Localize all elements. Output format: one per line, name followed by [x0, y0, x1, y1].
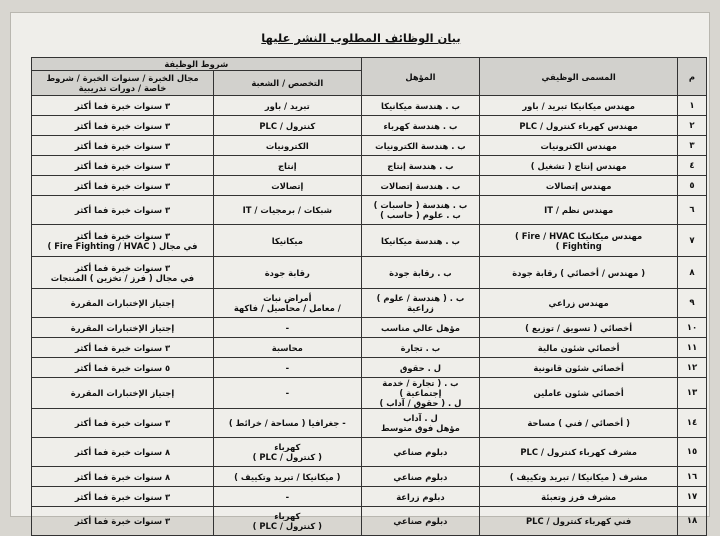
- table-row: [32, 487, 707, 507]
- row-qualification: ب . ( هندسة / علوم ) زراعية: [361, 289, 480, 318]
- cell-line: ل . آداب: [403, 413, 438, 423]
- row-qualification: دبلوم صناعي: [361, 438, 480, 467]
- table-row: [32, 289, 707, 318]
- cell-line: ٣ سنوات خبرة فما أكثر: [74, 230, 171, 241]
- row-num: ١: [678, 96, 707, 116]
- cell-line: ب . هندسة ( حاسبات ): [373, 200, 468, 210]
- row-num: ٩: [678, 289, 707, 318]
- table-row: [32, 116, 707, 136]
- row-qualification: [361, 409, 480, 438]
- row-job-title: [480, 225, 678, 257]
- row-job-title: مهندس إنتاج ( تشغيل ): [480, 156, 678, 176]
- header-job-title: المسمى الوظيفي: [480, 58, 678, 96]
- row-job-title: مشرف فرز وتعبئة: [480, 487, 678, 507]
- row-experience: ٣ سنوات خبرة فما أكثر: [32, 116, 214, 136]
- row-qualification: [361, 378, 480, 409]
- cell-line: / معامل / محاصيل / فاكهة: [233, 303, 341, 313]
- row-experience: إجتياز الإختبارات المقررة: [32, 378, 214, 409]
- row-num: ١٤: [678, 409, 707, 438]
- row-experience: ٨ سنوات خبرة فما أكثر: [32, 438, 214, 467]
- row-specialization: ميكانيكا: [213, 225, 361, 257]
- row-experience: ٣ سنوات خبرة فما أكثر: [32, 409, 214, 438]
- row-num: ٣: [678, 136, 707, 156]
- table-row: [32, 467, 707, 487]
- row-experience: [32, 225, 214, 257]
- row-specialization: كنترول / PLC: [213, 116, 361, 136]
- row-experience: ٣ سنوات خبرة فما أكثر: [32, 176, 214, 196]
- row-job-title: فني كهرباء كنترول / PLC: [480, 507, 678, 536]
- row-experience: ٣ سنوات خبرة فما أكثر: [32, 338, 214, 358]
- row-specialization: [213, 507, 361, 536]
- row-experience: ٨ سنوات خبرة فما أكثر: [32, 467, 214, 487]
- row-qualification: [361, 196, 480, 225]
- row-qualification: ب . تجارة: [361, 338, 480, 358]
- cell-line: ب . ( تجارة / خدمة إجتماعية ): [382, 378, 459, 398]
- row-specialization: رقابة جودة: [213, 257, 361, 289]
- cell-line: كهرباء: [274, 511, 301, 521]
- table-row: [32, 338, 707, 358]
- document-sheet: [10, 12, 710, 531]
- cell-line: مهندس ميكانيكا Fire / HVAC ): [515, 230, 643, 241]
- cell-line: أمراض نبات: [263, 293, 312, 303]
- table-row: [32, 225, 707, 257]
- row-experience: ٣ سنوات خبرة فما أكثر: [32, 136, 214, 156]
- row-specialization: -: [213, 487, 361, 507]
- row-job-title: مهندس إتصالات: [480, 176, 678, 196]
- header-experience: مجال الخبرة / سنوات الخبرة / شروط خاصة / دورات تدريبية: [32, 71, 214, 96]
- row-qualification: ل . حقوق: [361, 358, 480, 378]
- row-job-title: مهندس الكترونيات: [480, 136, 678, 156]
- row-num: ١١: [678, 338, 707, 358]
- table-row: [32, 409, 707, 438]
- row-job-title: أخصائي شئون عاملين: [480, 378, 678, 409]
- row-specialization: إنتاج: [213, 156, 361, 176]
- row-job-title: ( أخصائي / فني ) مساحة: [480, 409, 678, 438]
- cell-line: ( كنترول / PLC ): [252, 452, 322, 462]
- cell-line: كهرباء: [274, 442, 301, 452]
- row-specialization: محاسبة: [213, 338, 361, 358]
- row-num: ١٠: [678, 318, 707, 338]
- table-row: [32, 318, 707, 338]
- row-experience: ٣ سنوات خبرة فما أكثر: [32, 96, 214, 116]
- header-qualification: المؤهل: [361, 58, 480, 96]
- row-experience: ٣ سنوات خبرة فما أكثر: [32, 507, 214, 536]
- row-num: ١٨: [678, 507, 707, 536]
- row-qualification: ب . رقابة جودة: [361, 257, 480, 289]
- row-num: ١٥: [678, 438, 707, 467]
- row-qualification: ب . هندسة الكترونيات: [361, 136, 480, 156]
- row-qualification: دبلوم صناعي: [361, 507, 480, 536]
- row-experience: ٥ سنوات خبرة فما أكثر: [32, 358, 214, 378]
- row-qualification: دبلوم صناعي: [361, 467, 480, 487]
- row-job-title: أخصائي شئون قانونية: [480, 358, 678, 378]
- row-qualification: ب . هندسة إتصالات: [361, 176, 480, 196]
- table-row: [32, 507, 707, 536]
- row-specialization: [213, 289, 361, 318]
- row-qualification: ب . هندسة كهرباء: [361, 116, 480, 136]
- header-conditions-group: شروط الوظيفة: [32, 58, 362, 71]
- table-row: [32, 257, 707, 289]
- row-specialization: -: [213, 318, 361, 338]
- row-num: ١٣: [678, 378, 707, 409]
- row-specialization: إتصالات: [213, 176, 361, 196]
- row-specialization: -: [213, 358, 361, 378]
- row-num: ٧: [678, 225, 707, 257]
- row-num: ٥: [678, 176, 707, 196]
- row-job-title: ( مهندس / أخصائي ) رقابة جودة: [480, 257, 678, 289]
- row-specialization: - جغرافيا ( مساحة / خرائط ): [213, 409, 361, 438]
- table-row: [32, 156, 707, 176]
- row-job-title: مهندس ميكانيكا تبريد / باور: [480, 96, 678, 116]
- row-qualification: ب . هندسة ميكانيكا: [361, 96, 480, 116]
- table-row: [32, 136, 707, 156]
- row-num: ٢: [678, 116, 707, 136]
- row-job-title: مشرف كهرباء كنترول / PLC: [480, 438, 678, 467]
- row-qualification: مؤهل عالي مناسب: [361, 318, 480, 338]
- row-experience: ٣ سنوات خبرة فما أكثر: [32, 487, 214, 507]
- row-specialization: ( ميكانيكا / تبريد وتكييف ): [213, 467, 361, 487]
- row-qualification: ب . هندسة إنتاج: [361, 156, 480, 176]
- cell-line: ل . ( حقوق / آداب ): [379, 398, 462, 408]
- cell-line: Fighting ): [555, 240, 602, 251]
- row-job-title: مشرف ( ميكانيكا / تبريد وتكييف ): [480, 467, 678, 487]
- cell-line: ب . علوم ( حاسب ): [380, 210, 461, 220]
- row-job-title: مهندس كهرباء كنترول / PLC: [480, 116, 678, 136]
- row-num: ١٧: [678, 487, 707, 507]
- table-row: [32, 176, 707, 196]
- table-row: [32, 438, 707, 467]
- row-num: ١٢: [678, 358, 707, 378]
- row-num: ٦: [678, 196, 707, 225]
- cell-line: في مجال ( فرز / تخزين ) المنتجات: [50, 272, 195, 283]
- cell-line: مؤهل فوق متوسط: [381, 423, 460, 433]
- row-specialization: تبريد / باور: [213, 96, 361, 116]
- cell-line: ٣ سنوات خبرة فما أكثر: [74, 262, 171, 273]
- row-job-title: مهندس نظم / IT: [480, 196, 678, 225]
- cell-line: في مجال ( Fire Fighting / HVAC ): [47, 240, 198, 251]
- row-job-title: مهندس زراعي: [480, 289, 678, 318]
- jobs-table: [31, 57, 707, 536]
- table-row: [32, 378, 707, 409]
- header-num: م: [678, 58, 707, 96]
- row-experience: ٣ سنوات خبرة فما أكثر: [32, 156, 214, 176]
- row-specialization: شبكات / برمجيات / IT: [213, 196, 361, 225]
- row-specialization: [213, 438, 361, 467]
- row-specialization: -: [213, 378, 361, 409]
- row-specialization: الكترونيات: [213, 136, 361, 156]
- row-qualification: ب . هندسة ميكانيكا: [361, 225, 480, 257]
- row-num: ٤: [678, 156, 707, 176]
- table-row: [32, 196, 707, 225]
- page-title: بيان الوظائف المطلوب النشر عليها: [261, 31, 461, 45]
- table-row: [32, 96, 707, 116]
- table-row: [32, 358, 707, 378]
- cell-line: ( كنترول / PLC ): [252, 521, 322, 531]
- row-experience: [32, 257, 214, 289]
- row-num: ١٦: [678, 467, 707, 487]
- header-specialization: التخصص / الشعبة: [213, 71, 361, 96]
- row-experience: إجتياز الإختبارات المقررة: [32, 289, 214, 318]
- row-job-title: أخصائي شئون مالية: [480, 338, 678, 358]
- row-qualification: دبلوم زراعة: [361, 487, 480, 507]
- row-experience: ٣ سنوات خبرة فما أكثر: [32, 196, 214, 225]
- row-num: ٨: [678, 257, 707, 289]
- row-experience: إجتياز الإختبارات المقررة: [32, 318, 214, 338]
- row-job-title: أخصائي ( تسويق / توزيع ): [480, 318, 678, 338]
